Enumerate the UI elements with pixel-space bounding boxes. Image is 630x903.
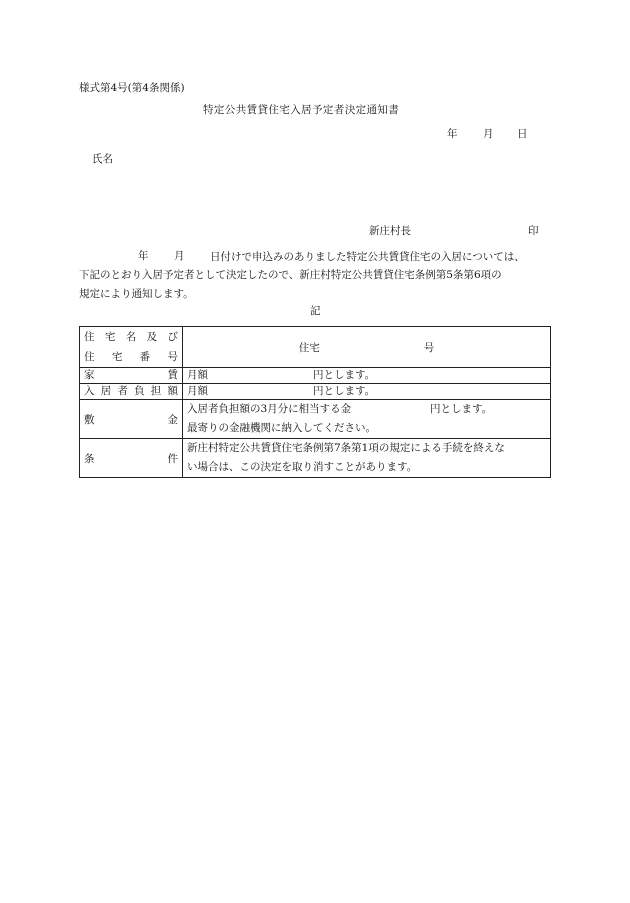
rent-label-cell: 家 賃 — [80, 368, 183, 384]
condition-line-2: い場合は、この決定を取り消すことがあります。 — [187, 461, 418, 473]
document-title: 特定公共賃貸住宅入居予定者決定通知書 — [203, 104, 400, 116]
burden-value-suffix: 円とします。 — [313, 385, 376, 397]
rent-value-suffix: 円とします。 — [313, 369, 376, 381]
burden-value-prefix: 月額 — [187, 385, 208, 397]
condition-label-cell: 条 件 — [80, 439, 183, 478]
issuer-name: 新庄村長 — [369, 225, 411, 237]
table-row-housing — [80, 327, 551, 368]
date-month-label: 月 — [483, 128, 494, 140]
condition-value-cell — [183, 439, 551, 478]
body-year-label: 年 — [138, 250, 149, 262]
deposit-value-cell — [183, 400, 551, 439]
date-year-label: 年 — [447, 128, 458, 140]
form-number-label: 様式第4号(第4条関係) — [79, 82, 185, 94]
table-row-deposit — [80, 400, 551, 439]
recipient-name-label: 氏名 — [92, 153, 113, 165]
date-day-label: 日 — [517, 128, 528, 140]
table-row-burden — [80, 384, 551, 400]
deposit-line-1: 入居者負担額の3月分に相当する金 円とします。 — [187, 403, 493, 415]
burden-value-cell — [183, 384, 551, 400]
housing-value-cell — [183, 327, 551, 368]
deposit-line-2: 最寄りの金融機関に納入してください。 — [187, 422, 376, 434]
table-row-rent — [80, 368, 551, 384]
body-text-line-1: 日付けで申込みのありました特定公共賃貸住宅の入居については、 — [210, 251, 525, 263]
housing-label-line-1: 住 宅 名 及 び — [84, 331, 178, 343]
body-text-line-2: 下記のとおり入居予定者として決定したので、新庄村特定公共賃貸住宅条例第5条第6項の — [79, 269, 502, 281]
seal-mark: 印 — [528, 225, 539, 237]
ki-heading: 記 — [310, 305, 321, 317]
rent-value-cell — [183, 368, 551, 384]
body-month-label: 月 — [174, 250, 185, 262]
burden-label-cell: 入 居 者 負 担 額 — [80, 384, 183, 400]
housing-value-prefix: 住宅 — [298, 341, 320, 354]
deposit-label-cell: 敷 金 — [80, 400, 183, 439]
housing-label-cell — [80, 327, 183, 368]
rent-value-prefix: 月額 — [187, 369, 208, 381]
table-row-condition — [80, 439, 551, 478]
body-text-line-3: 規定により通知します。 — [79, 288, 194, 300]
condition-line-1: 新庄村特定公共賃貸住宅条例第7条第1項の規定による手続を終えな — [187, 442, 505, 454]
housing-label-line-2: 住 宅 番 号 — [84, 351, 178, 363]
housing-value-suffix: 号 — [423, 341, 435, 354]
details-table — [79, 326, 551, 478]
